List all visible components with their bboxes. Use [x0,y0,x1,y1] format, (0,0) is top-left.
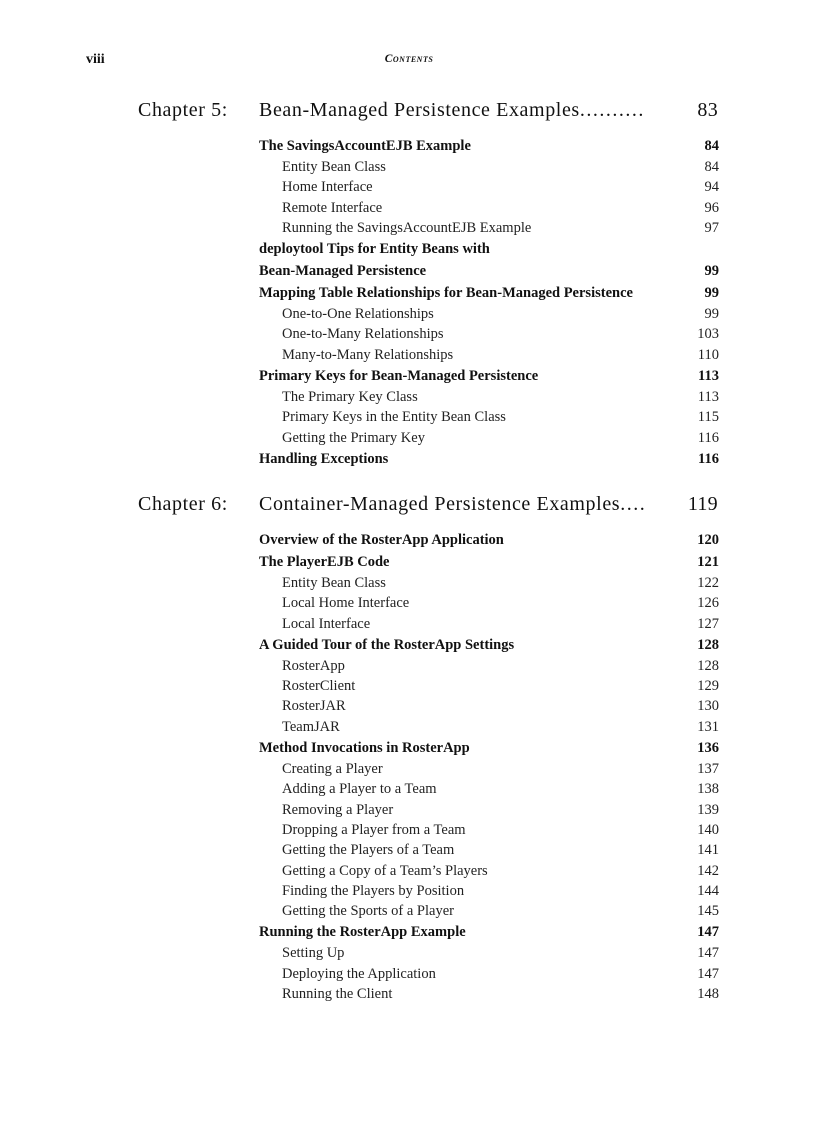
entry-title: Adding a Player to a Team [282,781,437,798]
entry-title: Home Interface [282,179,373,196]
entry-title: Entity Bean Class [282,159,386,175]
toc-subsection-entry[interactable] [259,324,719,344]
toc-subsection-entry[interactable] [259,717,719,737]
entry-title: Getting a Copy of a Team’s Players [282,862,488,879]
entry-title: Removing a Player [282,801,394,818]
toc-subsection-entry[interactable] [259,759,719,779]
toc-section-entry[interactable] [259,551,719,573]
chapter-title: Bean-Managed Persistence Examples [259,99,580,121]
entry-page-number: 147 [697,945,719,962]
entry-page-number: 145 [697,903,719,920]
chapter-5-section [0,99,816,470]
toc-subsection-entry[interactable] [259,428,719,448]
entry-page-number: 142 [697,862,719,879]
chapter-6-section [0,493,816,1004]
entry-page-number: 116 [697,429,719,446]
toc-subsection-entry[interactable] [259,696,719,716]
toc-subsection-entry[interactable] [259,881,719,901]
entry-page-number: 122 [697,575,719,591]
chapter-heading [0,99,816,135]
toc-section-entry[interactable] [259,260,719,282]
entry-title: Primary Keys for Bean-Managed Persistence [259,368,539,385]
page-header [86,52,732,70]
entry-title: RosterClient [282,678,356,695]
entry-page-number: 116 [698,450,719,467]
toc-subsection-entry[interactable] [259,387,719,407]
toc-subsection-entry[interactable] [259,840,719,860]
entry-title: Entity Bean Class [282,575,386,591]
entry-page-number: 103 [697,326,719,343]
toc-subsection-entry[interactable] [259,304,719,324]
entry-title: Setting Up [282,945,345,962]
chapter-title: Container-Managed Persistence Examples [259,493,621,515]
entry-page-number: 128 [697,657,719,674]
chapter-heading [0,493,816,529]
entry-page-number: 136 [697,740,719,757]
entry-title: Handling Exceptions [259,450,389,467]
entry-page-number: 126 [697,595,719,612]
entry-title: Getting the Primary Key [282,429,425,446]
toc-subsection-entry[interactable] [259,407,719,427]
toc-section-entry[interactable] [259,921,719,943]
toc-entry-list [259,529,719,1004]
entry-page-number: 147 [697,924,719,941]
toc-subsection-entry[interactable] [259,943,719,963]
entry-title: Getting the Sports of a Player [282,903,454,920]
entry-title: Finding the Players by Position [282,882,465,899]
running-head: Contents [384,53,434,65]
entry-title: The SavingsAccountEJB Example [259,138,471,154]
entry-page-number: 115 [697,409,719,426]
toc-section-entry[interactable] [259,529,719,551]
toc-subsection-entry[interactable] [259,614,719,634]
toc-subsection-entry[interactable] [259,861,719,881]
toc-subsection-entry[interactable] [259,656,719,676]
toc-subsection-entry[interactable] [259,157,719,177]
entry-page-number: 99 [704,285,719,302]
chapter-page: 83 [697,99,718,121]
toc-section-entry[interactable] [259,737,719,759]
toc-subsection-entry[interactable] [259,198,719,218]
toc-subsection-entry[interactable] [259,800,719,820]
entry-title: Primary Keys in the Entity Bean Class [282,409,506,426]
entry-title: Local Home Interface [282,595,410,612]
entry-page-number: 96 [704,199,719,216]
toc-section-entry[interactable] [259,135,719,157]
toc-subsection-entry[interactable] [259,779,719,799]
entry-page-number: 99 [704,306,719,323]
chapter-label: Chapter 5: [138,99,228,121]
entry-page-number: 128 [697,636,719,653]
entry-title: Local Interface [282,615,371,632]
entry-page-number: 137 [697,761,719,778]
entry-title: A Guided Tour of the RosterApp Settings [259,636,515,653]
entry-page-number: 148 [697,986,719,1003]
entry-page-number: 127 [697,615,719,632]
entry-page-number: 99 [704,263,719,280]
entry-title: Many-to-Many Relationships [282,346,454,363]
entry-title: deploytool Tips for Entity Beans with [259,241,490,258]
entry-title: Running the SavingsAccountEJB Example [282,219,532,236]
entry-page-number: 121 [697,554,719,570]
entry-title: Mapping Table Relationships for Bean-Managed Persistence [259,285,633,302]
toc-subsection-entry[interactable] [259,593,719,613]
toc-section-entry[interactable] [259,365,719,387]
entry-page-number: 139 [697,801,719,818]
entry-title: One-to-One Relationships [282,306,434,323]
entry-title: Running the Client [282,986,393,1003]
entry-title: Bean-Managed Persistence [259,263,427,280]
entry-page-number: 129 [697,678,719,695]
toc-subsection-entry[interactable] [259,964,719,984]
entry-page-number: 120 [697,532,719,548]
chapter-title-line[interactable] [259,493,718,516]
chapter-title-line[interactable] [259,99,718,122]
entry-page-number: 130 [697,698,719,715]
toc-subsection-entry[interactable] [259,984,719,1004]
entry-title: RosterApp [282,657,345,674]
toc-subsection-entry[interactable] [259,177,719,197]
entry-title: Method Invocations in RosterApp [259,740,470,757]
page-number: viii [86,52,105,67]
toc-section-entry[interactable] [259,238,719,260]
dot-leader: .......... [579,99,645,121]
entry-page-number: 147 [697,965,719,982]
entry-page-number: 84 [704,159,719,175]
chapter-page: 119 [687,493,718,515]
entry-page-number: 140 [697,821,719,838]
entry-title: Overview of the RosterApp Application [259,532,504,548]
entry-page-number: 138 [697,781,719,798]
toc-subsection-entry[interactable] [259,676,719,696]
entry-page-number: 131 [697,718,719,735]
entry-title: RosterJAR [282,698,346,715]
toc-section-entry[interactable] [259,282,719,304]
entry-page-number: 84 [704,138,719,154]
entry-title: TeamJAR [282,718,340,735]
entry-page-number: 113 [698,368,719,385]
toc-subsection-entry[interactable] [259,218,719,238]
entry-title: Creating a Player [282,761,383,778]
chapter-label: Chapter 6: [138,493,228,515]
entry-title: Dropping a Player from a Team [282,821,466,838]
toc-subsection-entry[interactable] [259,901,719,921]
entry-page-number: 144 [697,882,719,899]
entry-title: One-to-Many Relationships [282,326,444,343]
entry-title: The Primary Key Class [282,389,418,406]
entry-title: Deploying the Application [282,965,436,982]
toc-section-entry[interactable] [259,448,719,470]
entry-page-number: 97 [704,219,719,236]
entry-page-number: 141 [697,842,719,859]
toc-subsection-entry[interactable] [259,345,719,365]
entry-title: Running the RosterApp Example [259,924,466,941]
entry-title: The PlayerEJB Code [259,554,390,570]
dot-leader: .... [620,493,647,515]
entry-page-number: 110 [697,346,719,363]
entry-page-number: 113 [697,389,719,406]
toc-subsection-entry[interactable] [259,573,719,593]
entry-page-number: 94 [704,179,719,196]
toc-section-entry[interactable] [259,634,719,656]
entry-title: Remote Interface [282,199,383,216]
toc-subsection-entry[interactable] [259,820,719,840]
entry-title: Getting the Players of a Team [282,842,455,859]
toc-entry-list [259,135,719,470]
